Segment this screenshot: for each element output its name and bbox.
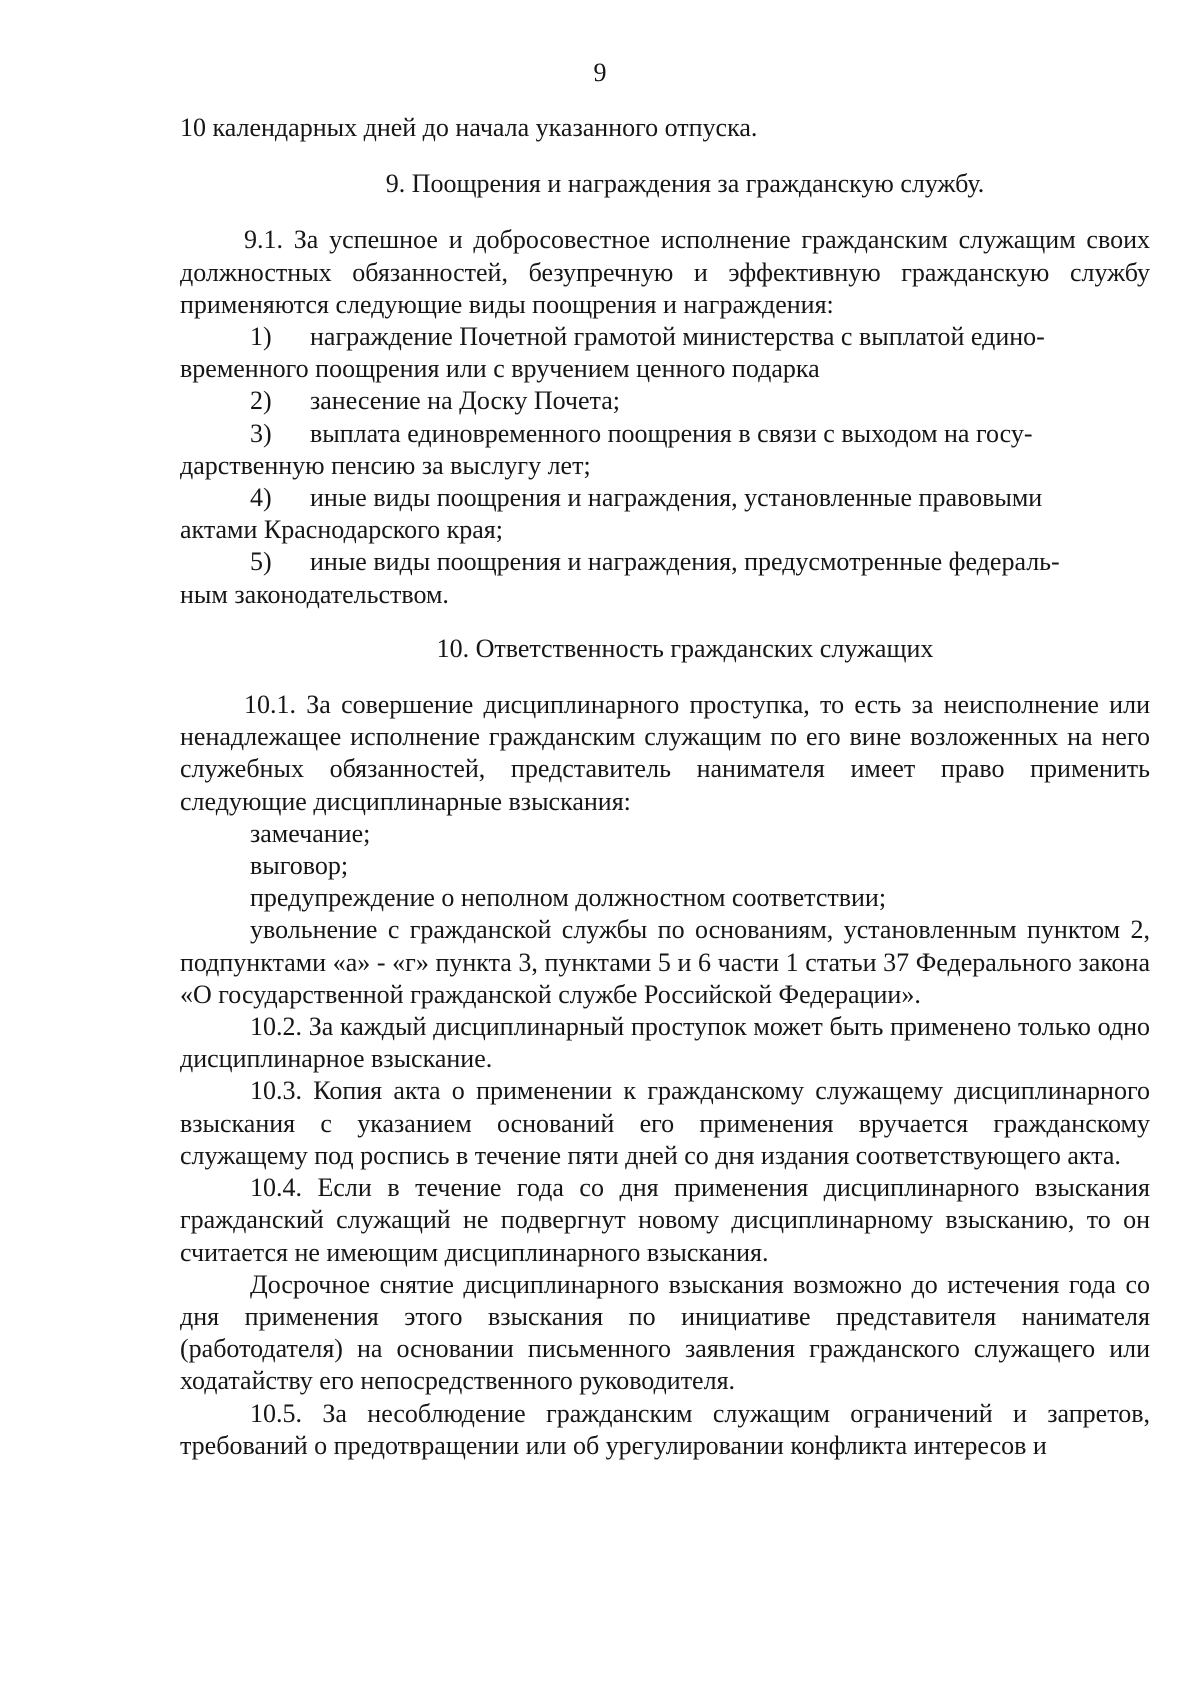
list-item [180,482,1150,546]
list-item-number: 3) [250,418,272,448]
reward-list [180,321,1150,611]
clause-10-4-early-removal: Досрочное снятие дисциплинарного взыскания возможно до истечения года со дня применения этого взыскания по инициативе представителя нанимателя (работодателя) на основании письменного заявления гражданского служащего или ходатайству его непосредственного руководителя. [180,1269,1150,1396]
penalty-dismissal: увольнение с гражданской службы по основаниям, установленным пунктом 2, подпунктами «а» - «г» пункта 3, пунктами 5 и 6 части 1 статьи 37 Федерального закона «О государственной гражданской службе Российской Федерации». [180,915,1150,1009]
list-item [180,321,1150,385]
list-item-text: занесение на Доску Почета; [310,386,620,416]
clause-9-1: 9.1. За успешное и добросовестное исполнение гражданским служащим своих должностных обязанностей, безупречную и эффективную гражданскую службу применяются следующие виды поощрения и награждения: [180,225,1150,319]
section-10-heading: 10. Ответственность гражданских служащих [436,633,934,663]
clause-10-3: 10.3. Копия акта о применении к гражданскому служащему дисциплинарного взыскания с указанием оснований его применения вручается гражданскому служащему под роспись в течение пяти дней со дня издания соответствующего акта. [180,1076,1150,1170]
document-body [180,112,1150,1462]
list-item-number: 4) [250,483,272,513]
list-item-continuation: актами Краснодарского края; [180,515,503,545]
clause-10-1: 10.1. За совершение дисциплинарного проступка, то есть за неисполнение или ненадлежащее исполнение гражданским служащим по его вине возложенных на него служебных обязанностей, представитель нанимателя имеет право применить следующие дисциплинарные взыскания: [180,690,1150,816]
list-item-continuation: временного поощрения или с вручением ценного подарка [180,354,820,384]
continuation-line: 10 календарных дней до начала указанного отпуска. [180,113,758,142]
list-item-text: иные виды поощрения и награждения, установленные правовыми [310,483,1043,513]
page-number: 9 [593,58,607,87]
list-item-continuation: ным законодательством. [180,579,449,609]
penalty-item: выговор; [250,851,349,881]
list-item-text: выплата единовременного поощрения в связи с выходом на госу- [310,418,1033,448]
section-9-heading: 9. Поощрения и награждения за гражданскую службу. [385,169,985,199]
clause-10-5: 10.5. За несоблюдение гражданским служащим ограничений и запретов, требований о предотвращении или об урегулировании конфликта интересов и [180,1398,1150,1460]
list-item-number: 1) [250,322,272,352]
penalty-item: замечание; [250,818,371,848]
list-item-text: иные виды поощрения и награждения, предусмотренные федераль- [310,547,1060,577]
list-item-number: 2) [250,386,272,416]
list-item [180,418,1150,482]
list-item-continuation: дарственную пенсию за выслугу лет; [180,450,591,480]
penalty-item: предупреждение о неполном должностном соответствии; [250,883,887,913]
list-item [180,546,1150,610]
clause-10-4: 10.4. Если в течение года со дня применения дисциплинарного взыскания гражданский служащий не подвергнут новому дисциплинарному взысканию, то он считается не имеющим дисциплинарного взыскания. [180,1173,1150,1267]
list-item-number: 5) [250,547,272,577]
list-item [180,385,1150,417]
clause-10-2: 10.2. За каждый дисциплинарный проступок может быть применено только одно дисциплинарное взыскание. [180,1012,1150,1074]
list-item-text: награждение Почетной грамотой министерства с выплатой едино- [310,322,1045,352]
